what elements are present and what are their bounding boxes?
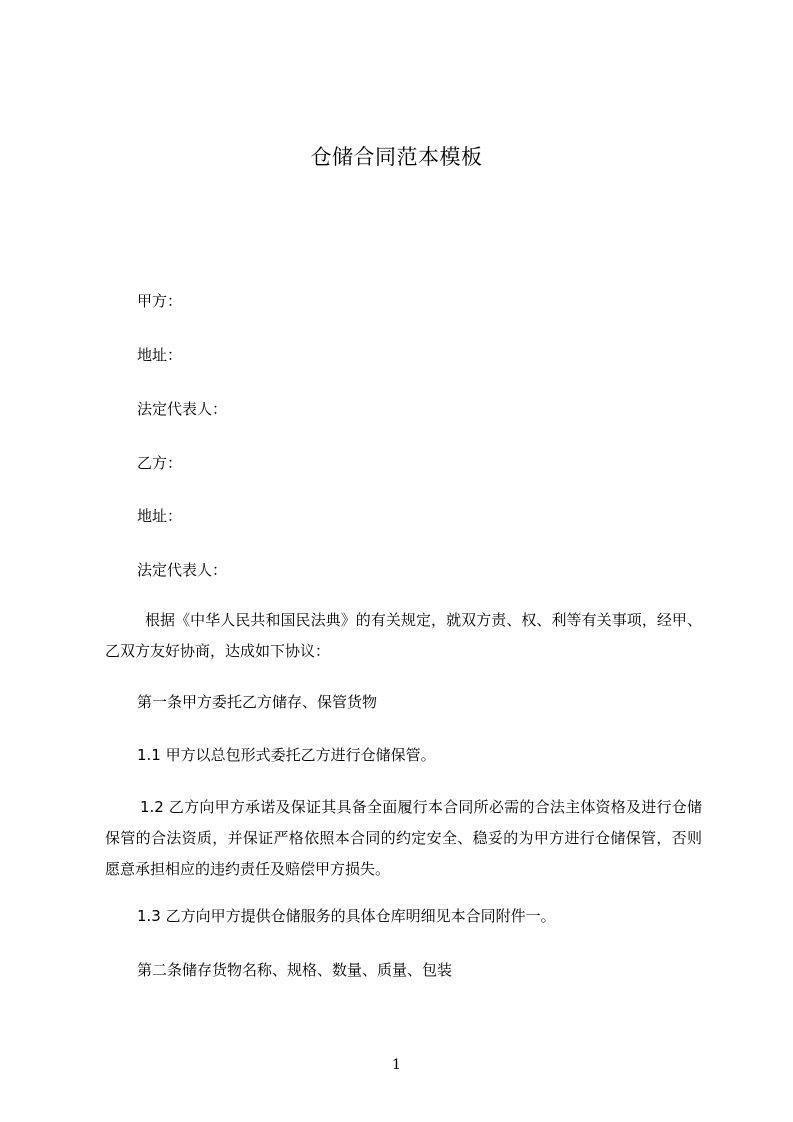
party-b-label: 乙方： [137,454,183,472]
party-a-representative-label: 法定代表人： [137,400,228,418]
document-title: 仓储合同范本模板 [310,145,483,169]
party-b-address-label: 地址： [137,507,183,525]
preamble-paragraph: 根据《中华人民共和国民法典》的有关规定，就双方责、权、利等有关事项，经甲、乙双方友好协商，达成如下协议： [105,611,702,660]
clause-1-2: 1.2 乙方向甲方承诺及保证其具备全面履行本合同所必需的合法主体资格及进行仓储保管的合法资质，并保证严格依照本合同的约定安全、稳妥的为甲方进行仓储保管，否则愿意承担相应的违约责任及赔偿甲方损失。 [105,798,702,878]
clause-1-3: 1.3 乙方向甲方提供仓储服务的具体仓库明细见本合同附件一。 [137,907,556,925]
article-2-heading: 第二条储存货物名称、规格、数量、质量、包装 [137,961,453,979]
article-1-heading: 第一条甲方委托乙方储存、保管货物 [137,693,378,711]
clause-1-1: 1.1 甲方以总包形式委托乙方进行仓储保管。 [137,746,436,764]
party-a-address-label: 地址： [137,346,183,364]
party-a-label: 甲方： [137,292,183,310]
party-b-representative-label: 法定代表人： [137,561,228,579]
page-number: 1 [392,1057,401,1073]
